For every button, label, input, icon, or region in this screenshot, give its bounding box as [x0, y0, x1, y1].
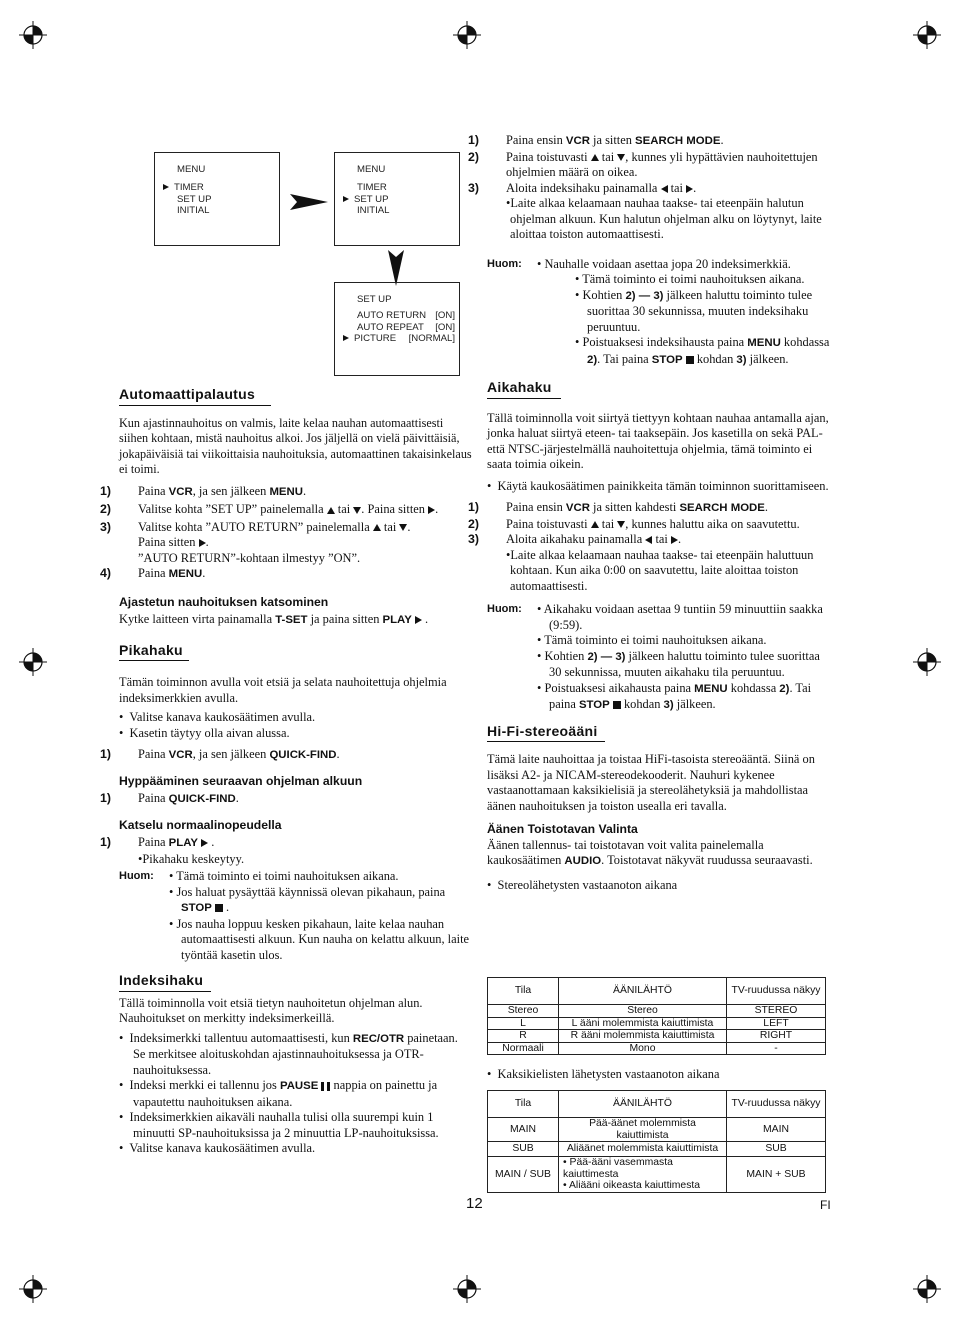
menu-row: PICTURE [NORMAL]: [343, 333, 455, 345]
note-item: • Kohtien 2) — 3) jälkeen haluttu toiminto tulee suorittaa 30 sekunnissa, muuten aikahaku tila peruuntuu.: [537, 648, 820, 679]
bullet: • Valitse kanava kaukosäätimen avulla.: [119, 1141, 316, 1155]
registration-mark-icon: [453, 1275, 481, 1303]
cursor-arrow-icon: [163, 184, 169, 190]
note-item: • Kohtien 2) — 3) jälkeen haluttu toiminto tulee suorittaa 30 sekunnissa, muuten indeksihaku peruuntuu.: [575, 287, 813, 334]
step: 3) Aloita aikahaku painamalla tai .: [468, 532, 682, 546]
table-row: Normaali Mono -: [488, 1042, 826, 1055]
stereo-table: [487, 977, 826, 1055]
up-arrow-icon: [327, 507, 335, 514]
right-arrow-icon: [199, 539, 206, 547]
note-item: • Tämä toiminto ei toimi nauhoituksen aikana.: [575, 272, 805, 286]
paragraph: Tämä laite nauhoittaa ja toistaa HiFi-tasoista stereoääntä. Siinä on lisäksi A2- ja NICAM-stereodekooderit. Nauhuri kykenee vastaanottamaan kaksikielisiä ja stereolähetyksiä ja mahdollistaa äänen nauhoituksen ja toiston usealla eri tavalla.: [487, 752, 815, 813]
page-number: 12: [466, 1195, 483, 1212]
left-arrow-icon: [645, 536, 652, 544]
step-result: •Laite alkaa kelaamaan nauhaa taakse- tai eteenpäin haluttuun kohtaan. Kun aika 0:00 on saavutettu, laite aloittaa toiston automaattisesti.: [506, 547, 814, 593]
note-item: • Tämä toiminto ei toimi nauhoituksen aikana.: [169, 869, 399, 883]
step: 2) Paina toistuvasti tai , kunnes haluttu aika on saavutettu.: [468, 516, 800, 531]
section-title-automaattipalautus: Automaattipalautus: [119, 387, 271, 406]
note: Huom: • Nauhalle voidaan asettaa jopa 20 indeksimerkkiä. • Tämä toiminto ei toimi nauhoituksen aikana. • Kohtien 2) — 3) jälkeen haluttu toiminto tulee suorittaa 30 sekunnissa, muuten indeksihaku peruuntuu. • Poistuaksesi indeksihausta paina MENU kohdassa 2). Tai paina STOP kohdan 3) jälkeen.: [487, 257, 833, 369]
up-arrow-icon: [373, 524, 381, 531]
section-title-indeksihaku: Indeksihaku: [119, 973, 211, 992]
note-item: • Nauhalle voidaan asettaa jopa 20 indeksimerkkiä.: [537, 256, 791, 271]
menu-item: TIMER: [163, 182, 273, 194]
cursor-arrow-icon: [343, 335, 349, 341]
stop-icon: [215, 904, 223, 912]
menu-row: AUTO REPEAT [ON]: [357, 321, 455, 333]
cursor-arrow-icon: [343, 196, 349, 202]
step-result: ”AUTO RETURN”-kohtaan ilmestyy ”ON”.: [138, 550, 361, 565]
stop-icon: [686, 356, 694, 364]
step: 3) Aloita indeksihaku painamalla tai .: [468, 180, 697, 195]
step: 1) Paina PLAY .: [100, 835, 215, 849]
step: 2) Paina toistuvasti tai , kunnes yli hypättävien nauhoitettujen ohjelmien määrä on oikea.: [468, 149, 818, 179]
table-row: R R ääni molemmista kaiuttimista RIGHT: [488, 1030, 826, 1043]
note-item: • Poistuaksesi aikahausta paina MENU kohdassa 2). Tai paina STOP kohdan 3) jälkeen.: [537, 680, 812, 711]
arrow-down-icon: [388, 250, 404, 286]
step-result: •Pikahaku keskeytyy.: [138, 851, 245, 866]
bullet: • Käytä kaukosäätimen painikkeita tämän toiminnon suorittamiseen.: [487, 478, 829, 493]
menu-item: SET UP: [343, 194, 453, 206]
paragraph: Tällä toiminnolla voit etsiä tietyn nauhoitetun ohjelman alun. Nauhoitukset on merkitty indeksimerkeillä.: [119, 995, 423, 1025]
note-item: • Jos haluat pysäyttää käynnissä olevan pikahaun, paina STOP .: [169, 884, 446, 914]
step: 1) Paina ensin VCR ja sitten SEARCH MODE.: [468, 133, 724, 147]
step: 3) Valitse kohta ”AUTO RETURN” painelemalla tai . Paina sitten .: [100, 519, 411, 549]
registration-mark-icon: [453, 21, 481, 49]
registration-mark-icon: [913, 1275, 941, 1303]
right-column: [468, 133, 833, 893]
table-header: Tila ÄÄNILÄHTÖ TV-ruudussa näkyy: [488, 978, 826, 1005]
bullet: • Kaksikielisten lähetysten vastaanoton aikana: [487, 1067, 720, 1081]
step-result: •Laite alkaa kelaamaan nauhaa taakse- tai eteenpäin halutun ohjelman alkuun. Kun halutun ohjelman alku on löytynyt, laite aloittaa toiston automaattisesti.: [506, 196, 822, 241]
menu-item: INITIAL: [177, 205, 210, 216]
menu-title: MENU: [177, 164, 206, 175]
section-title-hifi: Hi-Fi-stereoääni: [487, 724, 605, 743]
step: 1) Paina VCR, ja sen jälkeen MENU.: [100, 483, 307, 498]
paragraph: Tämän toiminnon avulla voit etsiä ja selata nauhoitettuja ohjelmia indeksimerkkien avulla.: [119, 675, 447, 705]
bullet: • Indeksimerkki tallentuu automaattisesti, kun REC/OTR painetaan. Se merkitsee aloituskohdan ajastinnauhoituksessa ja OTR-nauhoituksessa.: [119, 1030, 458, 1077]
subsection-title-hyppaaminen: Hyppääminen seuraavan ohjelman alkuun: [119, 773, 363, 788]
arrow-right-icon: [290, 194, 328, 210]
menu-item: INITIAL: [357, 205, 390, 216]
section-title-aikahaku: Aikahaku: [487, 380, 561, 399]
right-arrow-icon: [428, 506, 435, 514]
bullet: • Valitse kanava kaukosäätimen avulla.: [119, 710, 316, 724]
menu-screen-setup-selected: [334, 152, 460, 246]
registration-mark-icon: [19, 21, 47, 49]
step: 2) Valitse kohta ”SET UP” painelemalla tai . Paina sitten .: [100, 502, 439, 516]
table-row: MAIN Pää-äänet molemmista kaiuttimista MAIN: [488, 1118, 826, 1142]
menu-row: AUTO RETURN [ON]: [357, 310, 455, 321]
menu-screen-setup: [334, 282, 460, 376]
table-row: Stereo Stereo STEREO: [488, 1005, 826, 1018]
menu-screen-main: [154, 152, 280, 246]
left-column: [100, 386, 472, 1157]
menu-item: TIMER: [357, 182, 387, 193]
bullet: • Indeksi merkki ei tallennu jos PAUSE nappia on painettu ja vapautettu nauhoituksen aikana.: [119, 1078, 438, 1109]
step: 4) Paina MENU.: [100, 566, 206, 580]
bullet: • Kasetin täytyy olla aivan alussa.: [119, 725, 290, 740]
left-arrow-icon: [661, 185, 668, 193]
step: 1) Paina VCR, ja sen jälkeen QUICK-FIND.: [100, 747, 340, 761]
subsection-title-katselu: Katselu normaalinopeudella: [119, 817, 282, 832]
step: 1) Paina ensin VCR ja sitten kahdesti SEARCH MODE.: [468, 500, 768, 514]
registration-mark-icon: [913, 648, 941, 676]
note: Huom: • Tämä toiminto ei toimi nauhoituksen aikana. • Jos haluat pysäyttää käynnissä olevan pikahaun, paina STOP . • Jos nauha loppuu kesken pikahaun, laite kelaa nauhan automaattisesti alkuun. Kun nauha on kelattu alkuun, laite työntää kasetin ulos.: [119, 869, 472, 963]
menu-title: MENU: [357, 164, 386, 175]
paragraph: Kytke laitteen virta painamalla T-SET ja paina sitten PLAY .: [119, 612, 429, 626]
stop-icon: [613, 701, 621, 709]
table-row: L L ääni molemmista kaiuttimista LEFT: [488, 1017, 826, 1030]
note-item: • Poistuaksesi indeksihausta paina MENU kohdassa 2). Tai paina STOP kohdan 3) jälkeen.: [575, 335, 830, 366]
subsection-title-ajastetun: Ajastetun nauhoituksen katsominen: [119, 594, 329, 609]
note-item: • Jos nauha loppuu kesken pikahaun, laite kelaa nauhan automaattisesti alkuun. Kun nauha on kelattu alkuun, laite työntää kasetin ulos.: [169, 916, 470, 962]
note: Huom: • Aikahaku voidaan asettaa 9 tuntiin 59 minuuttiin saakka (9:59). • Tämä toiminto ei toimi nauhoituksen aikana. • Kohtien 2) — 3) jälkeen haluttu toiminto tulee suorittaa 30 sekunnissa, muuten aikahaku tila peruuntuu. • Poistuaksesi aikahausta paina MENU kohdassa 2). Tai paina STOP kohdan 3) jälkeen.: [487, 602, 833, 714]
table-row: MAIN / SUB • Pää-ääni vasemmasta kaiuttimesta • Aliääni oikeasta kaiuttimesta MAIN + SUB: [488, 1157, 826, 1193]
registration-mark-icon: [19, 1275, 47, 1303]
language-code: FI: [820, 1198, 831, 1212]
registration-mark-icon: [19, 648, 47, 676]
subsection-title-aanen: Äänen Toistotavan Valinta: [487, 822, 638, 836]
right-arrow-icon: [671, 536, 678, 544]
table-header: Tila ÄÄNILÄHTÖ TV-ruudussa näkyy: [488, 1091, 826, 1118]
paragraph: Tällä toiminnolla voit siirtyä tiettyyn kohtaan nauhaa antamalla ajan, jonka haluat siirtyä eteen- tai taaksepäin. Jos kasetilla on sekä PAL- että NTSC-järjestelmällä nauhoitettuja ohjelmia, tämä toiminto ei saata toimia oikein.: [487, 410, 829, 471]
table-row: SUB Aliäänet molemmista kaiuttimista SUB: [488, 1142, 826, 1157]
paragraph: Äänen tallennus- tai toistotavan voit valita painelemalla kaukosäätimen AUDIO. Toistotavat näkyvät ruudussa seuraavasti.: [487, 837, 813, 867]
section-title-pikahaku: Pikahaku: [119, 643, 189, 662]
paragraph: Kun ajastinnauhoitus on valmis, laite kelaa nauhan automaattisesti siihen kohtaan, mistä nauhoitus alkoi. Jos jäljellä on vielä päivittäisiä, jokapäiväisiä tai viikoittaisia nauhoituksia, automaattinen takaisinkelaus ei toimi.: [119, 415, 472, 476]
menu-item: SET UP: [177, 193, 212, 205]
registration-mark-icon: [913, 21, 941, 49]
up-arrow-icon: [591, 521, 599, 528]
bullet: • Stereolähetysten vastaanoton aikana: [487, 877, 678, 892]
note-item: • Aikahaku voidaan asettaa 9 tuntiin 59 minuuttiin saakka (9:59).: [537, 602, 823, 632]
bilingual-table: [487, 1090, 826, 1193]
menu-title: SET UP: [357, 294, 392, 305]
step: 1) Paina QUICK-FIND.: [100, 791, 239, 805]
play-icon: [415, 616, 422, 624]
up-arrow-icon: [591, 154, 599, 161]
bullet: • Indeksimerkkien aikaväli nauhalla tulisi olla suurempi kuin 1 minuutti SP-nauhoituksissa ja 2 minuuttia LP-nauhoituksissa.: [119, 1110, 439, 1140]
note-item: • Tämä toiminto ei toimi nauhoituksen aikana.: [537, 633, 767, 647]
